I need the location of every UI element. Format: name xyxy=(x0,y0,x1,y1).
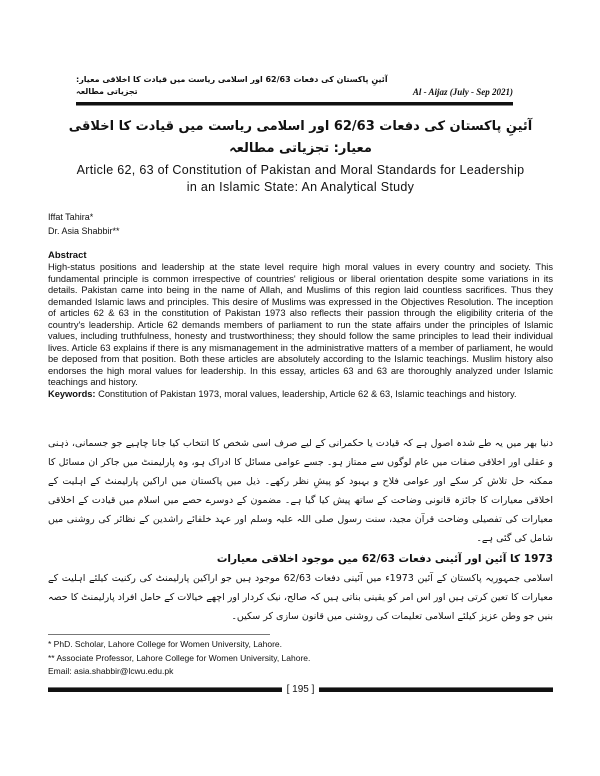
title-english: Article 62, 63 of Constitution of Pakistan and Moral Standards for Leadership in an Islamic State: An Analytical Study xyxy=(76,163,525,194)
footnote-1: * PhD. Scholar, Lahore College for Women University, Lahore. xyxy=(48,639,283,649)
urdu-paragraph-2: اسلامی جمہوریہ پاکستان کے آئین 1973ء میں آئینی دفعات 62/63 موجود ہیں جو اراکین پارلیمنٹ کی رکنیت کیلئے اہلیت کے معیارات کا تعین کرتی ہیں اور اس امر کو یقینی بناتی ہیں کہ صالح، نیک کردار اور اچھے خیالات کے حامل افراد پارلیمنٹ کا حصہ بنیں جو وطن عزیز کیلئے اسلامی تعلیمات کی روشنی میں قانون سازی کر سکیں۔ xyxy=(48,573,553,622)
abstract-body: High-status positions and leadership at the state level require high moral values in every country and society. This fundamental principle is common irrespective of countries' religious or liberal orientation despite some variations in its details. Pakistan came into being in the name of Allah, and Muslims of this region laid countless sacrifices. Thus they demanded Islamic laws and principles. This desire of Muslims was expressed in the Objectives Resolution. The inception of articles 62 & 63 in the constitution of Pakistan 1973 also reflects their passion through the eligibility criteria of the country's leadership. Article 62 demands members of parliament to run the state affairs under the principles of Islamic values, including truthfulness, honesty and trustworthiness; they should follow the same principles to lead their individual lives. Article 63 explains if there is any mismanagement in the administrative matters of a member of parliament, he would be deposed from that position. Both these articles are absolutely according to the Islamic teachings. Muslim history also endorses the high moral values for leadership. In this essay, articles 63 and 63 are thoroughly analyzed under Islamic teachings and history. xyxy=(48,262,553,387)
page-number: [ 195 ] xyxy=(286,683,315,695)
keywords xyxy=(48,389,553,401)
urdu-paragraph-1: دنیا بھر میں یہ طے شدہ اصول ہے کہ قیادت یا حکمرانی کے لیے صرف اسی شخص کا انتخاب کیا جانا چاہیے جو جسمانی، ذہنی و عقلی اور اخلاقی صفات میں عام لوگوں سے ممتاز ہو۔ جسے عوامی مسائل کا ادراک ہو، وہ پارلیمنٹ میں جاکر ان مسائل کا ممکنہ حل تلاش کر سکے اور عوامی فلاح و بہبود کو پیشِ نظر رکھے۔ ذیل میں پاکستان میں اراکین پارلیمنٹ کے اہلیت کے اخلاقی معیارات کا جائزہ قانونی وضاحت کے ساتھ پیش کیا گیا ہے۔ مضمون کے دوسرے حصے میں اسلام میں قیادت کے اخلاقی معیارات کی تفصیلی وضاحت قرآن مجید، سنت رسول صلی اللہ علیہ وسلم اور عہد خلفائے راشدین کے نظائر کی روشنی میں شامل کی گئی ہے۔ xyxy=(48,438,553,544)
abstract xyxy=(48,250,553,400)
keywords-label: Keywords: xyxy=(48,388,96,399)
footer-rule-right xyxy=(319,687,553,692)
abstract-heading: Abstract xyxy=(48,250,87,261)
footnote-2: ** Associate Professor, Lahore College for Women University, Lahore. xyxy=(48,652,311,663)
header-rule xyxy=(76,102,513,106)
footnote-email: Email: asia.shabbir@lcwu.edu.pk xyxy=(48,666,174,676)
running-title-urdu: آئینِ پاکستان کی دفعات 62/63 اور اسلامی ریاست میں قیادت کا اخلاقی معیار: تجزیاتی مطالعہ xyxy=(76,75,388,96)
journal-header: Al - Aijaz (July - Sep 2021) xyxy=(412,87,513,97)
page-footer xyxy=(48,683,553,697)
footer-rule-left xyxy=(48,687,282,692)
title-urdu: آئینِ پاکستان کی دفعات 62/63 اور اسلامی ریاست میں قیادت کا اخلاقی معیار: تجزیاتی مطالعہ xyxy=(68,119,533,156)
running-header xyxy=(76,74,513,98)
author-1: Iffat Tahira* xyxy=(48,212,94,222)
footnote-rule xyxy=(48,634,270,635)
authors xyxy=(48,210,553,238)
keywords-text: Constitution of Pakistan 1973, moral values, leadership, Article 62 & 63, Islamic teachings and history. xyxy=(98,388,517,399)
footnotes xyxy=(48,638,553,679)
urdu-section-heading: 1973 کا آئین اور آئینی دفعات 62/63 میں موجود اخلاقی معیارات xyxy=(216,553,553,565)
author-2: Dr. Asia Shabbir** xyxy=(48,226,120,236)
